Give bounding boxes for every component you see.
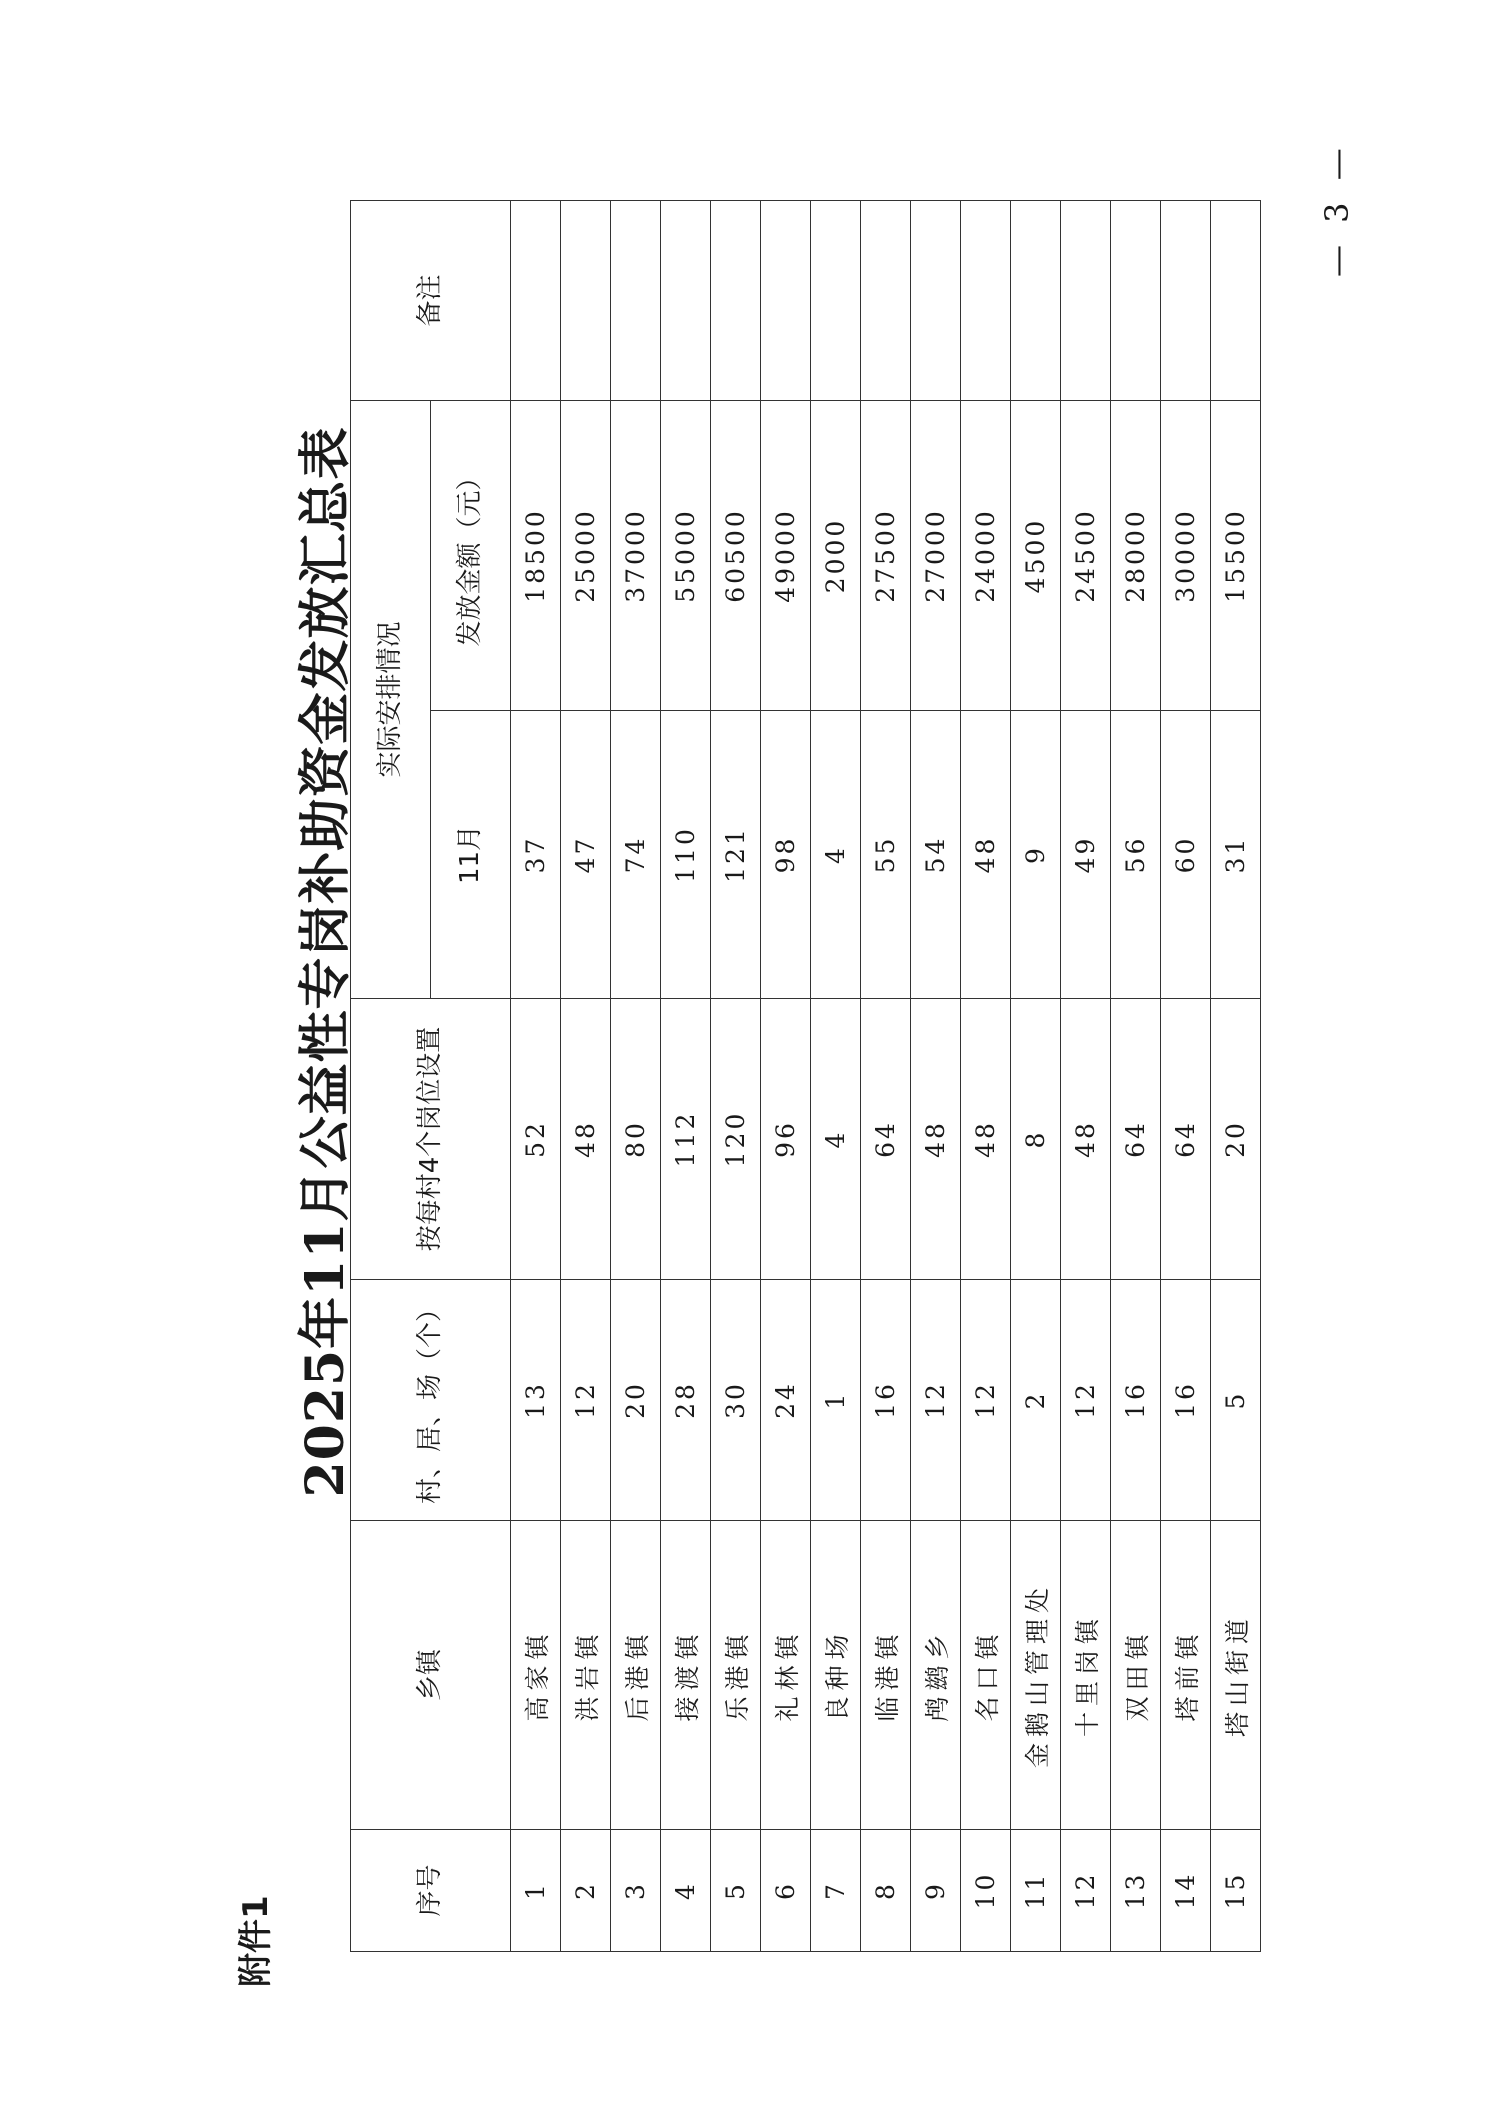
- town-cell: 鸬鹚乡: [911, 1521, 961, 1830]
- amount-cell: 18500: [511, 400, 561, 710]
- header-town: 乡镇: [351, 1521, 511, 1830]
- villages-cell: 28: [661, 1280, 711, 1521]
- table-row: [911, 200, 961, 1951]
- table-row: [1011, 200, 1061, 1951]
- month-cell: 37: [511, 711, 561, 999]
- amount-cell: 27000: [911, 400, 961, 710]
- remark-cell: [1111, 200, 1161, 400]
- town-cell: 洪岩镇: [561, 1521, 611, 1830]
- remark-cell: [1061, 200, 1111, 400]
- amount-cell: 30000: [1161, 400, 1211, 710]
- villages-cell: 20: [611, 1280, 661, 1521]
- town-cell: 良种场: [811, 1521, 861, 1830]
- remark-cell: [911, 200, 961, 400]
- positions-cell: 64: [861, 999, 911, 1280]
- document-title: 2025年11月公益性专岗补助资金发放汇总表: [295, 426, 356, 1498]
- amount-cell: 55000: [661, 400, 711, 710]
- month-cell: 74: [611, 711, 661, 999]
- month-cell: 56: [1111, 711, 1161, 999]
- table-row: [1111, 200, 1161, 1951]
- header-positions: 按每村4个岗位设置: [351, 999, 511, 1280]
- seq-cell: 3: [611, 1830, 661, 1952]
- positions-cell: 112: [661, 999, 711, 1280]
- positions-cell: 4: [811, 999, 861, 1280]
- amount-cell: 24000: [961, 400, 1011, 710]
- amount-cell: 2000: [811, 400, 861, 710]
- positions-cell: 48: [961, 999, 1011, 1280]
- seq-cell: 4: [661, 1830, 711, 1952]
- amount-cell: 27500: [861, 400, 911, 710]
- villages-cell: 16: [861, 1280, 911, 1521]
- table-row: [811, 200, 861, 1951]
- remark-cell: [1011, 200, 1061, 400]
- positions-cell: 96: [761, 999, 811, 1280]
- town-cell: 高家镇: [511, 1521, 561, 1830]
- table-body: [511, 200, 1261, 1951]
- table-row: [561, 200, 611, 1951]
- amount-cell: 37000: [611, 400, 661, 710]
- month-cell: 4: [811, 711, 861, 999]
- seq-cell: 11: [1011, 1830, 1061, 1952]
- month-cell: 60: [1161, 711, 1211, 999]
- villages-cell: 12: [911, 1280, 961, 1521]
- villages-cell: 2: [1011, 1280, 1061, 1521]
- table-row: [511, 200, 561, 1951]
- seq-cell: 9: [911, 1830, 961, 1952]
- month-cell: 49: [1061, 711, 1111, 999]
- villages-cell: 12: [961, 1280, 1011, 1521]
- remark-cell: [511, 200, 561, 400]
- table-row: [1161, 200, 1211, 1951]
- positions-cell: 48: [1061, 999, 1111, 1280]
- month-cell: 47: [561, 711, 611, 999]
- month-cell: 9: [1011, 711, 1061, 999]
- amount-cell: 4500: [1011, 400, 1061, 710]
- seq-cell: 12: [1061, 1830, 1111, 1952]
- town-cell: 塔前镇: [1161, 1521, 1211, 1830]
- seq-cell: 5: [711, 1830, 761, 1952]
- town-cell: 金鹅山管理处: [1011, 1521, 1061, 1830]
- villages-cell: 12: [561, 1280, 611, 1521]
- seq-cell: 1: [511, 1830, 561, 1952]
- amount-cell: 15500: [1211, 400, 1261, 710]
- seq-cell: 6: [761, 1830, 811, 1952]
- month-cell: 98: [761, 711, 811, 999]
- month-cell: 55: [861, 711, 911, 999]
- subsidy-summary-table: [350, 200, 1261, 1952]
- positions-cell: 48: [911, 999, 961, 1280]
- positions-cell: 20: [1211, 999, 1261, 1280]
- amount-cell: 49000: [761, 400, 811, 710]
- positions-cell: 120: [711, 999, 761, 1280]
- remark-cell: [611, 200, 661, 400]
- seq-cell: 10: [961, 1830, 1011, 1952]
- town-cell: 接渡镇: [661, 1521, 711, 1830]
- amount-cell: 24500: [1061, 400, 1111, 710]
- remark-cell: [811, 200, 861, 400]
- header-amount: 发放金额（元）: [431, 400, 511, 710]
- positions-cell: 80: [611, 999, 661, 1280]
- remark-cell: [761, 200, 811, 400]
- town-cell: 临港镇: [861, 1521, 911, 1830]
- seq-cell: 15: [1211, 1830, 1261, 1952]
- header-remark: 备注: [351, 200, 511, 400]
- table-row: [1061, 200, 1111, 1951]
- amount-cell: 60500: [711, 400, 761, 710]
- remark-cell: [1211, 200, 1261, 400]
- seq-cell: 7: [811, 1830, 861, 1952]
- amount-cell: 25000: [561, 400, 611, 710]
- town-cell: 礼林镇: [761, 1521, 811, 1830]
- table-row: [661, 200, 711, 1951]
- positions-cell: 64: [1161, 999, 1211, 1280]
- villages-cell: 13: [511, 1280, 561, 1521]
- remark-cell: [711, 200, 761, 400]
- remark-cell: [561, 200, 611, 400]
- amount-cell: 28000: [1111, 400, 1161, 710]
- town-cell: 后港镇: [611, 1521, 661, 1830]
- villages-cell: 1: [811, 1280, 861, 1521]
- table-row: [711, 200, 761, 1951]
- villages-cell: 30: [711, 1280, 761, 1521]
- seq-cell: 2: [561, 1830, 611, 1952]
- town-cell: 塔山街道: [1211, 1521, 1261, 1830]
- month-cell: 54: [911, 711, 961, 999]
- town-cell: 名口镇: [961, 1521, 1011, 1830]
- month-cell: 31: [1211, 711, 1261, 999]
- table-row: [961, 200, 1011, 1951]
- remark-cell: [861, 200, 911, 400]
- positions-cell: 64: [1111, 999, 1161, 1280]
- villages-cell: 16: [1161, 1280, 1211, 1521]
- month-cell: 48: [961, 711, 1011, 999]
- town-cell: 十里岗镇: [1061, 1521, 1111, 1830]
- town-cell: 双田镇: [1111, 1521, 1161, 1830]
- villages-cell: 16: [1111, 1280, 1161, 1521]
- table-row: [611, 200, 661, 1951]
- month-cell: 121: [711, 711, 761, 999]
- header-villages: 村、居、场（个）: [351, 1280, 511, 1521]
- attachment-label: 附件1: [236, 1895, 276, 1987]
- table-row: [1211, 200, 1261, 1951]
- villages-cell: 12: [1061, 1280, 1111, 1521]
- seq-cell: 13: [1111, 1830, 1161, 1952]
- positions-cell: 52: [511, 999, 561, 1280]
- positions-cell: 48: [561, 999, 611, 1280]
- positions-cell: 8: [1011, 999, 1061, 1280]
- seq-cell: 8: [861, 1830, 911, 1952]
- header-month: 11月: [431, 711, 511, 999]
- table-row: [761, 200, 811, 1951]
- seq-cell: 14: [1161, 1830, 1211, 1952]
- villages-cell: 5: [1211, 1280, 1261, 1521]
- table-row: [861, 200, 911, 1951]
- villages-cell: 24: [761, 1280, 811, 1521]
- header-seq: 序号: [351, 1830, 511, 1952]
- month-cell: 110: [661, 711, 711, 999]
- town-cell: 乐港镇: [711, 1521, 761, 1830]
- page-number: — 3 —: [1318, 142, 1356, 277]
- remark-cell: [661, 200, 711, 400]
- remark-cell: [961, 200, 1011, 400]
- remark-cell: [1161, 200, 1211, 400]
- header-actual: 实际安排情况: [351, 400, 431, 998]
